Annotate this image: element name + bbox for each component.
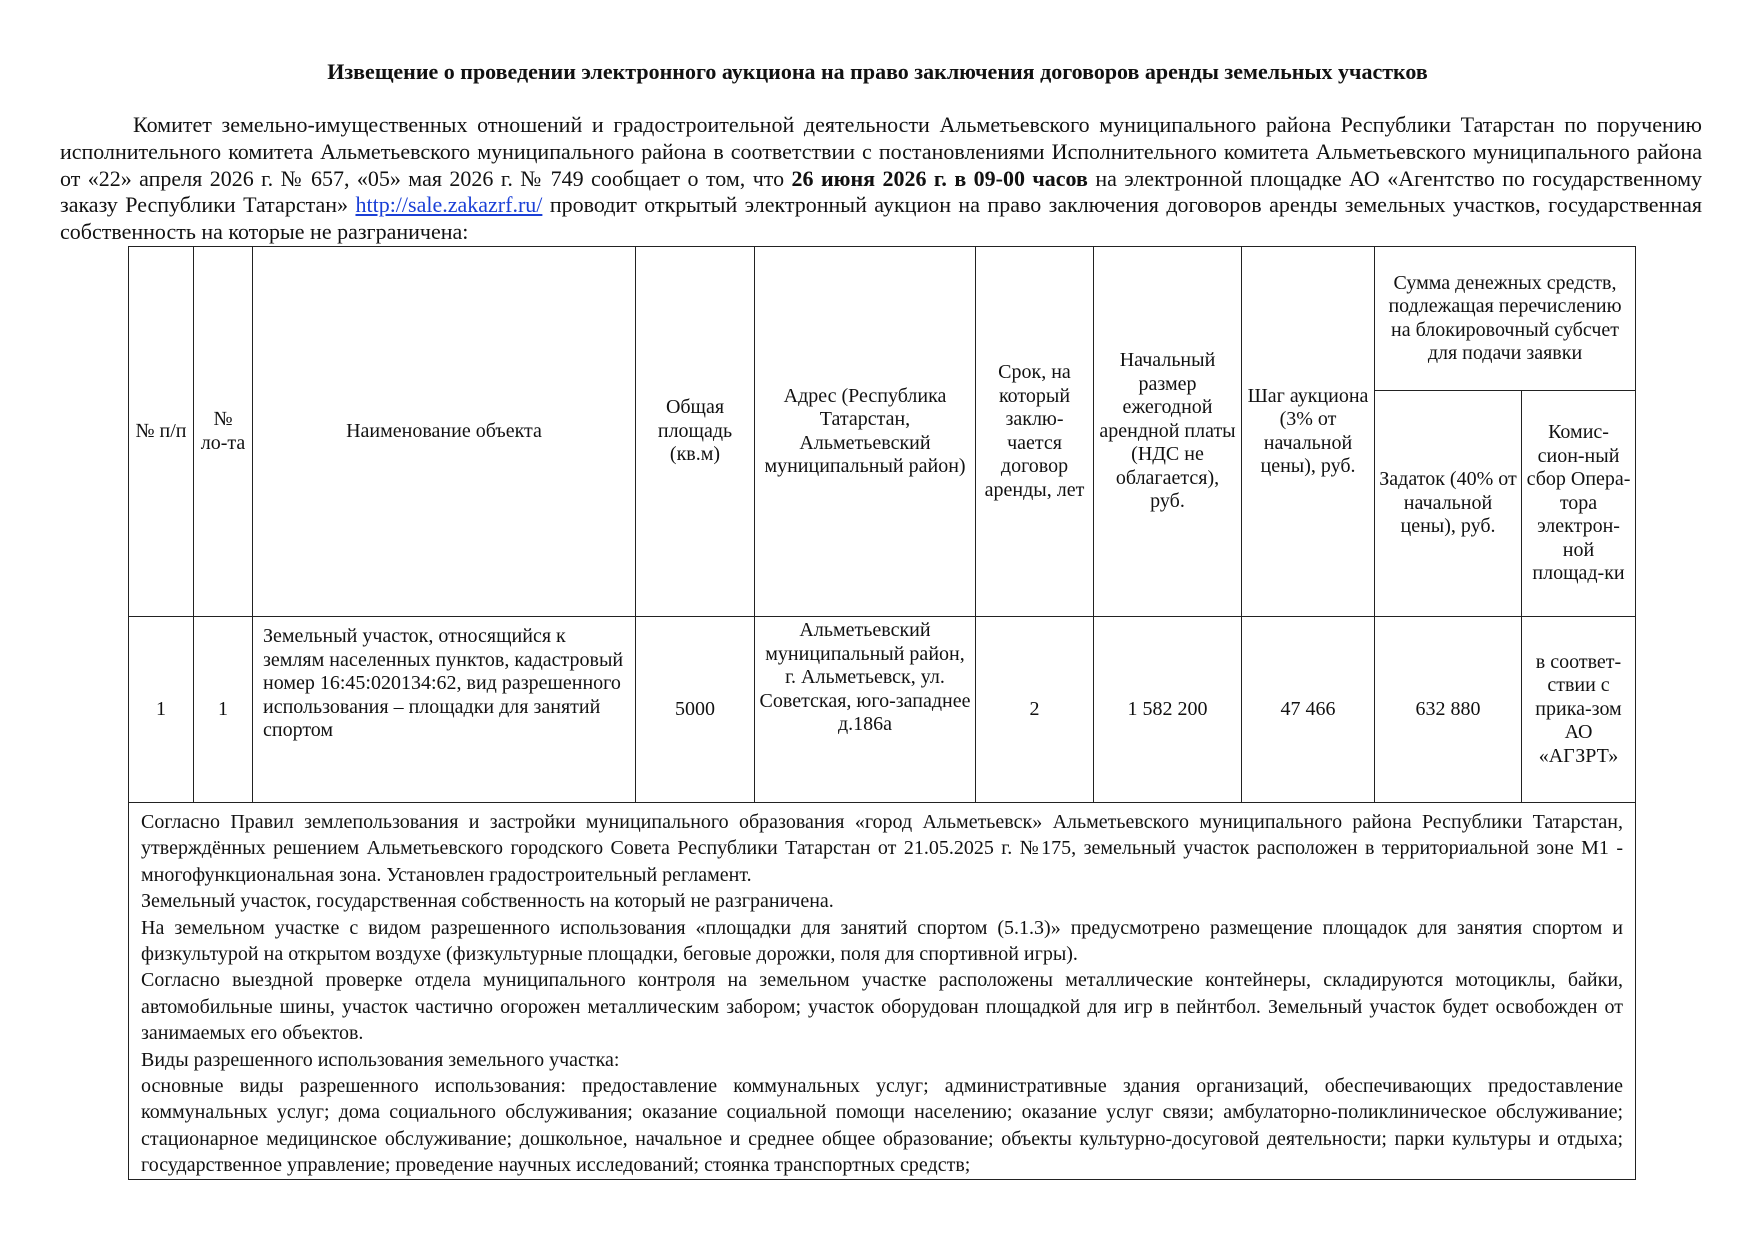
header-deposit: Задаток (40% от начальной цены), руб. — [1375, 391, 1522, 617]
header-term: Срок, на который заклю-чается договор аренды, лет — [976, 247, 1094, 617]
note-paragraph: основные виды разрешенного использования: предоставление коммунальных услуг; административные здания организаций, обеспечивающих предоставление коммунальных услуг; дома социального обслуживания; оказание социальной помощи населению; оказание услуг связи; амбулаторно-поликлиническое обслуживание; стационарное медицинское обслуживание; дошкольное, начальное и среднее общее образование; объекты культурно-досуговой деятельности; парки культуры и отдыха; государственное управление; проведение научных исследований; стоянка транспортных средств; — [141, 1075, 1624, 1177]
header-sum-group: Сумма денежных средств, подлежащая перечислению на блокировочный субсчет для подачи заявки — [1375, 247, 1636, 391]
intro-text-1: Комитет земельно-имущественных отношений и градостроительной деятельности Альметьевского муниципального района Республики Татарстан по поручению исполнительного комитета Альметьевского муниципального района в соответствии с постановлениями Исполнительного комитета Альметьевского муниципального района от «22» апреля 2026 г. № 657, «05» мая 2026 г. № 749 сообщает о том, что — [60, 112, 1702, 191]
note-paragraph: Согласно выездной проверке отдела муниципального контроля на земельном участке расположены металлические контейнеры, складируются мотоциклы, байки, автомобильные шины, участок частично огорожен металлическим забором; участок оборудован площадкой для игр в пейнтбол. Земельный участок будет освобожден от занимаемых его объектов. — [141, 969, 1624, 1045]
auction-date: 26 июня 2026 г. в 09-00 часов — [791, 165, 1088, 191]
header-lot: № ло-та — [194, 247, 253, 617]
cell-step: 47 466 — [1242, 617, 1375, 803]
intro-paragraph — [60, 112, 1702, 246]
table-row — [129, 617, 1636, 803]
note-paragraph: Согласно Правил землепользования и застройки муниципального образования «город Альметьевск» Альметьевского муниципального района Республики Татарстан, утверждённых решением Альметьевского городского Совета Республики Татарстан от 21.05.2025 г. №175, земельный участок расположен в территориальной зоне М1 - многофункциональная зона. Установлен градостроительный регламент. — [141, 811, 1624, 886]
platform-link[interactable]: http://sale.zakazrf.ru/ — [355, 192, 543, 218]
page-title: Извещение о проведении электронного аукциона на право заключения договоров аренды земельных участков — [327, 59, 1428, 84]
intro-text-3: проводит открытый электронный аукцион на право заключения договоров аренды земельных участков, государственная собственность на которые не разграничена: — [60, 192, 1702, 245]
header-fee: Комис-сион-ный сбор Опера-тора электрон-ной площад-ки — [1522, 391, 1636, 617]
note-paragraph: Земельный участок, государственная собственность на который не разграничена. — [141, 890, 834, 913]
header-address: Адрес (Республика Татарстан, Альметьевский муниципальный район) — [755, 247, 976, 617]
notes-cell — [129, 803, 1636, 1180]
header-price: Начальный размер ежегодной арендной платы (НДС не облагается), руб. — [1094, 247, 1242, 617]
cell-deposit: 632 880 — [1375, 617, 1522, 803]
header-area: Общая площадь (кв.м) — [636, 247, 755, 617]
note-paragraph: На земельном участке с видом разрешенного использования «площадки для занятий спортом (5.1.3)» предусмотрено размещение площадок для занятия спортом и физкультурой на открытом воздухе (физкультурные площадки, беговые дорожки, поля для спортивной игры). — [141, 916, 1624, 966]
header-name: Наименование объекта — [253, 247, 636, 617]
cell-address: Альметьевский муниципальный район, г. Альметьевск, ул. Советская, юго-западнее д.186а — [755, 617, 976, 803]
cell-term: 2 — [976, 617, 1094, 803]
cell-fee: в соответ-ствии с прика-зом АО «АГЗРТ» — [1522, 617, 1636, 803]
cell-lot: 1 — [194, 617, 253, 803]
cell-num: 1 — [129, 617, 194, 803]
cell-name: Земельный участок, относящийся к землям населенных пунктов, кадастровый номер 16:45:020134:62, вид разрешенного использования – площадки для занятий спортом — [253, 617, 636, 803]
cell-area: 5000 — [636, 617, 755, 803]
lots-table — [128, 246, 1636, 1180]
header-step: Шаг аукциона (3% от начальной цены), руб. — [1242, 247, 1375, 617]
intro-text-2: на электронной площадке АО «Агентство по государственному заказу Республики Татарстан» — [60, 165, 1702, 218]
cell-price: 1 582 200 — [1094, 617, 1242, 803]
note-paragraph: Виды разрешенного использования земельного участка: — [141, 1048, 620, 1071]
header-num: № п/п — [129, 247, 194, 617]
